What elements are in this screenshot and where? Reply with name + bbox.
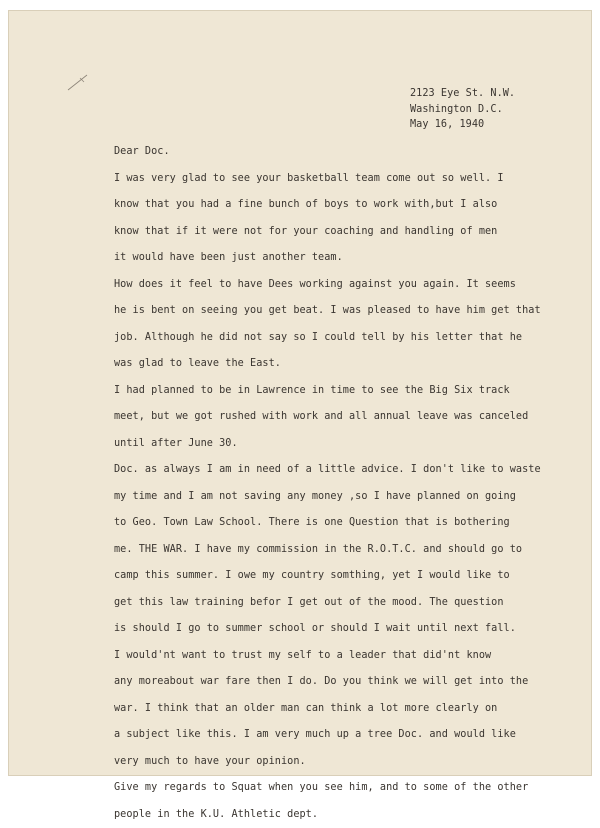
body-line: is should I go to summer school or should I wait until next fall.	[114, 616, 541, 643]
body-line: get this law training befor I get out of the mood. The question	[114, 590, 541, 617]
body-line: was glad to leave the East.	[114, 351, 541, 378]
sender-address-block	[410, 86, 515, 133]
body-line: Doc. as always I am in need of a little advice. I don't like to waste	[114, 457, 541, 484]
body-line: very much to have your opinion.	[114, 749, 541, 776]
body-line: it would have been just another team.	[114, 245, 541, 272]
pencil-mark	[65, 70, 91, 94]
body-line: know that you had a fine bunch of boys to work with,but I also	[114, 192, 541, 219]
letter-page	[8, 10, 592, 776]
body-line: my time and I am not saving any money ,so I have planned on going	[114, 484, 541, 511]
body-line: me. THE WAR. I have my commission in the R.O.T.C. and should go to	[114, 537, 541, 564]
body-line: to Geo. Town Law School. There is one Question that is bothering	[114, 510, 541, 537]
body-line: a subject like this. I am very much up a tree Doc. and would like	[114, 722, 541, 749]
address-street: 2123 Eye St. N.W.	[410, 86, 515, 102]
body-line: any moreabout war fare then I do. Do you think we will get into the	[114, 669, 541, 696]
address-city: Washington D.C.	[410, 102, 515, 118]
body-line: I would'nt want to trust my self to a leader that did'nt know	[114, 643, 541, 670]
body-line: he is bent on seeing you get beat. I was pleased to have him get that	[114, 298, 541, 325]
body-line: until after June 30.	[114, 431, 541, 458]
body-line: camp this summer. I owe my country somthing, yet I would like to	[114, 563, 541, 590]
body-line: people in the K.U. Athletic dept.	[114, 802, 541, 828]
body-line: I had planned to be in Lawrence in time to see the Big Six track	[114, 378, 541, 405]
body-line: job. Although he did not say so I could tell by his letter that he	[114, 325, 541, 352]
body-line: I was very glad to see your basketball team come out so well. I	[114, 166, 541, 193]
body-line: meet, but we got rushed with work and all annual leave was canceled	[114, 404, 541, 431]
body-line: How does it feel to have Dees working against you again. It seems	[114, 272, 541, 299]
letter-date: May 16, 1940	[410, 117, 515, 133]
body-line: Give my regards to Squat when you see him, and to some of the other	[114, 775, 541, 802]
body-line: know that if it were not for your coaching and handling of men	[114, 219, 541, 246]
body-line: war. I think that an older man can think a lot more clearly on	[114, 696, 541, 723]
letter-body	[114, 139, 541, 828]
salutation: Dear Doc.	[114, 139, 541, 166]
